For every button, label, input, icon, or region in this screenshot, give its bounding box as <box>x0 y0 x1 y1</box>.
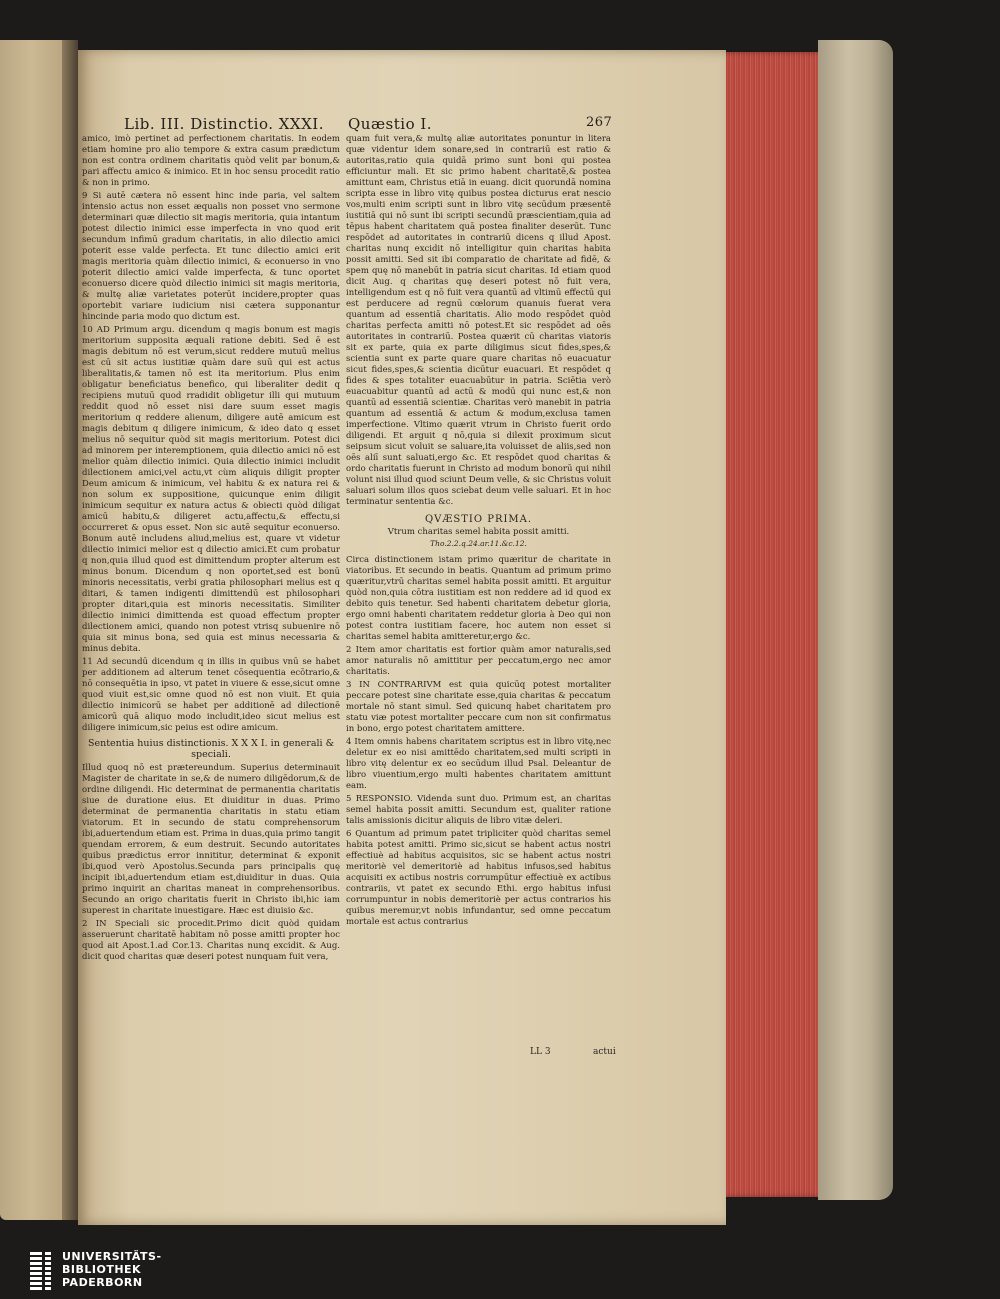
paragraph: 9 Si autē cætera nō essent hinc inde paria, vel saltem intensio actus non esset æqualis non posset vno sermone determinari quæ dilectio sit magis meritoria, quia intantum potest dilectio inimici esse imperfecta in vno quod erit secundum infimū gradum charitatis, in alio dilectio amici poterit esse valde perfecta. Et tunc dilectio amici erit magis meritoria quàm dilectio inimici, & econuerso in vno poterit dilectio amici valde imperfecta, & tunc oportet econuerso dicere quòd dilectio inimici sit magis meritoria, & multę aliæ varietates poterūt incidere,propter quas oportebit variare iudicium nisi cætera supponantur hincinde paria modo quo dictum est. <box>82 191 340 322</box>
paragraph: quam fuit vera,& multę aliæ autoritates ponuntur in litera quæ videntur idem sonare,sed in contrariū est ratio & autoritas,ratio quia quidā primo sunt boni qui postea efficiuntur mali. Et sic primo habent charitatē,& postea amittunt eam, Christus etiā in euang. dicit quorundā nomina scripta esse in libro vitę quibus postea dicturus erat nescio vos,multi enim scripti sunt in libro vitę secūdum præsentē iustitiā qui nō sunt ibi scripti secundū præscientiam,quia ad tēpus habent charitatem quā postea finaliter deserūt. Tunc respōdet ad autoritates in contrariū dicens q illud Apost. charitas nunq excidit nō intelligitur quin charitas habita possit amitti. Sed sit ibi comparatio de charitate ad fidē, & spem quę nō manebūt in patria sicut charitas. Id etiam quod dicit Aug. q charitas quę deseri potest nō fuit vera, intelligendum est q nō fuit vera quantū ad vltimū effectū qui est perducere ad regnū cœlorum quanuis fuerat vera quantum ad essentiā charitatis. Alio modo respōdet quòd charitas perfecta amitti nō potest.Et sic respōdet ad oēs autoritates in contrariū. Postea quærit cū charitas viatoris sit ex parte, quia ex parte diligimus sicut fides,spes,& scientia sunt ex parte quare quare charitas nō euacuatur sicut fides,spes,& scientia dicūtur euacuari. Et respōdet q fides & spes totaliter euacuabūtur in patria. Sciētia verò euacuabitur quantū ad actū & modū qui nunc est,& non quantū ad essentiā scientiæ. Charitas verò manebit in patria quantum ad essentiā & actum & modum,exclusa tamen imperfectione. Vltimo quærit vtrum in Christo fuerit ordo diligendi. Et arguit q nō,quia si dilexit proximum sicut seipsum sicut voluit se saluare,ita voluisset de aliis,sed non oēs aliī sunt saluati,ergo &c. Et respōdet quod charitas & ordo charitatis fuerunt in Christo ad modum bonorū qui nihil volunt nisi illud quod sciunt Deum velle, & sic Christus voluit saluari solum illos quos sciebat deum velle saluari. Et in hoc terminatur sententia &c. <box>346 134 611 507</box>
paragraph: 5 RESPONSIO. Videnda sunt duo. Primum est, an charitas semel habita possit amitti. Secundum est, qualiter ratione talis amissionis dicitur aliquis de libro vitæ deleri. <box>346 794 611 826</box>
left-text-column <box>82 134 340 1064</box>
logo-line: PADERBORN <box>62 1276 143 1289</box>
paragraph: 2 Item amor charitatis est fortior quàm amor naturalis,sed amor naturalis nō amittitur per peccatum,ergo nec amor charitatis. <box>346 645 611 677</box>
book-cover-edge <box>818 40 893 1200</box>
book-gutter <box>62 40 78 1220</box>
question-title: QVÆSTIO PRIMA. <box>424 514 533 525</box>
running-head-right: Quæstio I. <box>348 115 433 133</box>
running-head-left: Lib. III. Distinctio. XXXI. <box>124 115 324 133</box>
question-reference: Tho.2.2.q.24.ar.11.&c.12. <box>430 539 527 548</box>
red-page-edges <box>726 52 826 1197</box>
catchword: actui <box>593 1047 616 1057</box>
paragraph: 6 Quantum ad primum patet tripliciter quòd charitas semel habita potest amitti. Primo sic,sicut se habent actus nostri effectiuè ad habitus acquisitos, sic se habent actus nostri meritoriè vel demeritoriè ad habitus infusos,sed habitus acquisiti ex actibus nostris corrumpūtur effectiuè ex actibus contrariis, vt patet ex secundo Ethi. ergo habitus infusi corrumpuntur in nobis demeritoriè per actus contrarios his quibus meremur,vt nobis infundantur, sed omne peccatum mortale est actus contrarius <box>346 829 611 927</box>
paragraph: amico, imò pertinet ad perfectionem charitatis. In eodem etiam homine pro alio tempore & extra casum prædictum non est contra ordinem charitatis quòd velit par bonum,& pari affectu amico & inimico. Et in hoc sensu procedit ratio & non in primo. <box>82 134 340 188</box>
paragraph: 3 IN CONTRARIVM est quia quicūq potest mortaliter peccare potest sine charitate esse,quia charitas & peccatum mortale nō stant simul. Sed quicunq habet charitatem pro statu viæ potest mortaliter peccare cum non sit confirmatus in bono, ergo potest charitatem amittere. <box>346 680 611 734</box>
right-text-column <box>346 134 611 1079</box>
paragraph: 11 Ad secundū dicendum q in illis in quibus vnū se habet per additionem ad alterum tenet cōsequentia ecōtrario,& nō consequētia in ipso, vt patet in viuere & esse,sicut omne quod viuit est,sic omne quod nō est non viuit. Et quia dilectio inimicorū se habet per additionē ad dilectionē amicorū quā aliquo modo includit,ideo sicut melius est diligere inimicum,sic peius est odire amicum. <box>82 657 340 733</box>
library-logo <box>30 1250 250 1292</box>
question-subtitle: Vtrum charitas semel habita possit amitti. <box>387 527 570 537</box>
paragraph: 4 Item omnis habens charitatem scriptus est in libro vitę,nec deletur ex eo nisi amittēdo charitatem,sed multi scripti in libro vitę delentur ex eo secūdum illud Psal. Deleantur de libro viuentium,ergo multi habentes charitatem amittunt eam. <box>346 737 611 791</box>
logo-line: UNIVERSITÄTS- <box>62 1250 162 1263</box>
logo-text <box>62 1250 162 1289</box>
section-heading: Sententia huius distinctionis. X X X I. in generali & speciali. <box>87 738 335 760</box>
paragraph: 2 IN Speciali sic procedit.Primo dicit quòd quidam asseruerunt charitatē habitam nō posse amitti propter hoc quod ait Apost.1.ad Cor.13. Charitas nunq excidit. & Aug. dicit quod charitas quæ deseri potest nunquam fuit vera, <box>82 919 340 962</box>
paragraph: Illud quoq nō est prætereundum. Superius determinauit Magister de charitate in se,& de numero diligēdorum,& de ordine diligendi. Hic determinat de permanentia charitatis siue de duratione eius. Et diuiditur in duas. Primo determinat de permanentia charitatis in statu etiam viatorum. Et in secundo de statu comprehensorum ibi,aduertendum etiam est. Prima in duas,quia primo tangit quendam errorem, & eum destruit. Secundo autoritates quibus prædictus error innititur, determinat & exponit ibi,quod verò Apostolus.Secunda pars principalis quę incipit ibi,aduertendum etiam est,diuiditur in duas. Quia primo inquirit an charitas maneat in comprehensoribus. Secundo an origo charitatis fuerit in Christo ibi,hic iam superest in charitate inuestigare. Hæc est diuisio &c. <box>82 763 340 916</box>
logo-stripes-icon <box>45 1252 51 1290</box>
signature-mark: LL 3 <box>530 1047 551 1057</box>
paragraph: Circa distinctionem istam primo quæritur de charitate in viatoribus. Et secundo in beatis. Quantum ad primum primo quæritur,vtrū charitas semel habita possit amitti. Et arguitur quòd non,quia cōtra iustitiam est non reddere ad id quod ex debito quis tenetur. Sed habenti charitatem debetur gloria, ergo omni habenti charitatem reddetur gloria à Deo qui non potest contra iustitiam facere, hoc autem non esset si charitas semel habita amitteretur,ergo &c. <box>346 555 611 642</box>
logo-stripes-icon <box>30 1252 42 1290</box>
logo-line: BIBLIOTHEK <box>62 1263 142 1276</box>
facing-page-edge <box>0 40 62 1220</box>
page-number: 267 <box>586 115 613 130</box>
paragraph: 10 AD Primum argu. dicendum q magis bonum est magis meritorium supposita æquali ratione debiti. Sed ē est magis debitum nō est verum,sicut reddere mutuū melius est cū sit actus iustitiæ quàm dare suū qui est actus liberalitatis,& tamen nō est ita meritorium. Plus enim obligatur beneficiatus benefico, qui liberaliter dedit q recipiens mutuū quod rradidit obligetur illi qui mutuum reddit quod nō esset nisi dare suum esset magis meritorium q reddere alienum, diligere autē amicum est magis debitum q diligere inimicum, & ideo dato q esset melius nō sequitur quòd sit magis meritorium. Potest dici ad minorem per interemptionem, quia dilectio amici nō est melior quàm dilectio inimici. Quia dilectio inimici includit dilectionem amici,vel actu,vt cùm aliquis diligit propter Deum amicum & inimicum, vel habitu & ex natura rei & non solum ex suppositione, quicunque enim diligit inimicum sequitur ex natura actus & obiecti quòd diligat amicū habitu,& diligeret actu,affectu,& effectu,si occurreret & opus esset. Non sic autē sequitur econuerso. Bonum autē includens aliud,melius est, quare vt videtur dilectio inimici melior est q dilectio amici.Et cum probatur q non,quia illud quod est dimittendum propter alterum est minus bonum. Dicendum q non oportet,sed est bonū minoris necessitatis, verbi gratia philosophari melius est q ditari, & tamen indigenti dimittendū est philosophari propter ditari,quia est minoris necessitatis. Similiter dilectio inimici dimittenda est quoad effectum propter dilectionem amici, quando non potest vtrisq subuenire nō quia sit minus bona, sed quia est minus necessaria & minus debita. <box>82 325 340 654</box>
